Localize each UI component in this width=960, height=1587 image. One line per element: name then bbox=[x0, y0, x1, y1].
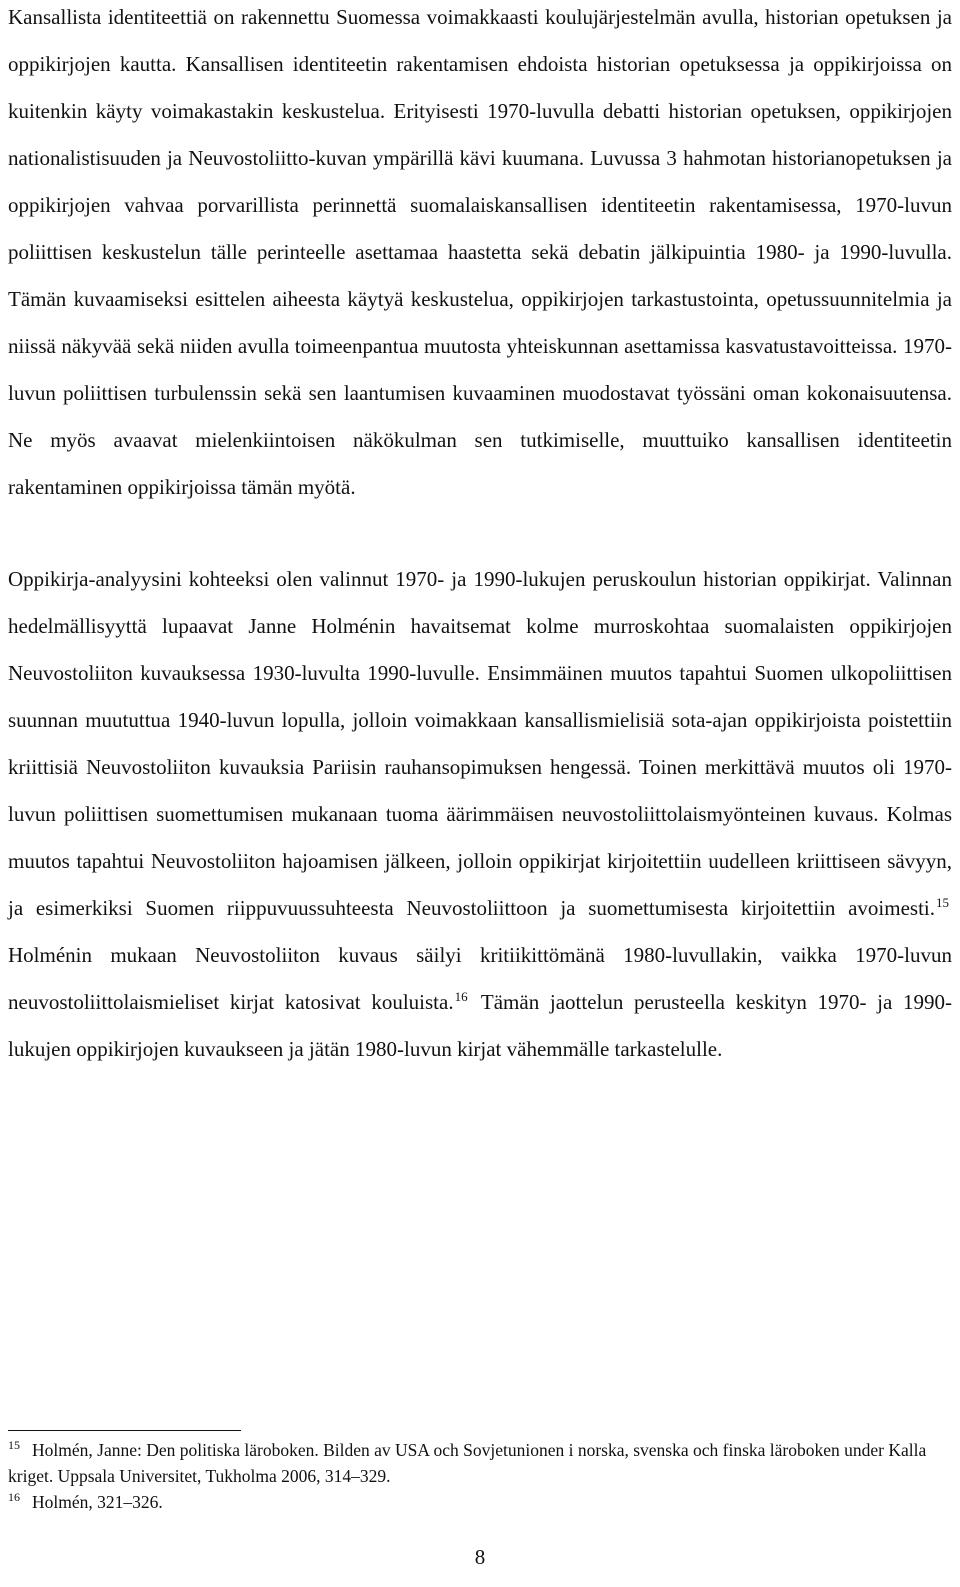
paragraph-text: Holménin mukaan Neuvostoliiton kuvaus säilyi kritiikittömänä 1980-luvullakin, vaikka 1970-luvun neuvostoliittolaismieliset kirjat katosivat kouluista. bbox=[8, 943, 952, 1014]
footnote-text: Holmén, 321–326. bbox=[32, 1492, 163, 1512]
body-paragraph bbox=[8, 556, 952, 1073]
footnote-reference[interactable]: 16 bbox=[454, 989, 468, 1004]
footnote: 15 Holmén, Janne: Den politiska läroboken. Bilden av USA och Sovjetunionen i norska, svenska och finska läroboken under Kalla kriget. Uppsala Universitet, Tukholma 2006, 314–329. bbox=[8, 1438, 927, 1486]
body-paragraph: Kansallista identiteettiä on rakennettu Suomessa voimakkaasti koulujärjestelmän avulla, historian opetuksen ja oppikirjojen kautta. Kansallisen identiteetin rakentamisen ehdoista historian opetuksessa ja oppikirjoissa on kuitenkin käyty voimakastakin keskustelua. Erityisesti 1970-luvulla debatti historian opetuksen, oppikirjojen nationalistisuuden ja Neuvostoliitto-kuvan ympärillä kävi kuumana. Luvussa 3 hahmotan historianopetuksen ja oppikirjojen vahvaa porvarillista perinnettä suomalaiskansallisen identiteetin rakentamisessa, 1970-luvun poliittisen keskustelun tälle perinteelle asettamaa haastetta sekä debatin jälkipuintia 1980- ja 1990-luvulla. Tämän kuvaamiseksi esittelen aiheesta käytyä keskustelua, oppikirjojen tarkastustointa, opetussuunnitelmia ja niissä näkyvää sekä niiden avulla toimeenpantua muutosta yhteiskunnan asettamissa kasvatustavoitteissa. 1970-luvun poliittisen turbulenssin sekä sen laantumisen kuvaaminen muodostavat työssäni oman kokonaisuutensa. Ne myös avaavat mielenkiintoisen näkökulman sen tutkimiselle, muuttuiko kansallisen identiteetin rakentaminen oppikirjoissa tämän myötä. bbox=[8, 5, 952, 499]
footnotes bbox=[8, 1437, 928, 1515]
footnote: 16 Holmén, 321–326. bbox=[8, 1490, 163, 1512]
page-body bbox=[8, 0, 952, 1073]
footnote-divider bbox=[8, 1430, 241, 1431]
paragraph-text: Tämän jaottelun perusteella keskityn 1970- ja 1990-lukujen oppikirjojen kuvaukseen ja jätän 1980-luvun kirjat vähemmälle tarkastelulle. bbox=[8, 990, 953, 1061]
footnote-text: Holmén, Janne: Den politiska läroboken. Bilden av USA och Sovjetunionen i norska, svenska och finska läroboken under Kalla kriget. Uppsala Universitet, Tukholma 2006, 314–329. bbox=[8, 1440, 927, 1486]
paragraph-text: Oppikirja-analyysini kohteeksi olen valinnut 1970- ja 1990-lukujen peruskoulun historian oppikirjat. Valinnan hedelmällisyyttä lupaavat Janne Holménin havaitsemat kolme murroskohtaa suomalaisten oppikirjojen Neuvostoliiton kuvauksessa 1930-luvulta 1990-luvulle. Ensimmäinen muutos tapahtui Suomen ulkopoliittisen suunnan muututtua 1940-luvun lopulla, jolloin voimakkaan kansallismielisiä sota-ajan oppikirjoista poistettiin kriittisiä Neuvostoliiton kuvauksia Pariisin rauhansopimuksen hengessä. Toinen merkittävä muutos oli 1970-luvun poliittisen suomettumisen mukanaan tuoma äärimmäisen neuvostoliittolaismyönteinen kuvaus. Kolmas muutos tapahtui Neuvostoliiton hajoamisen jälkeen, jolloin oppikirjat kirjoitettiin uudelleen kriittiseen sävyyn, ja esimerkiksi Suomen riippuvuussuhteesta Neuvostoliittoon ja suomettumisesta kirjoitettiin avoimesti. bbox=[8, 567, 952, 920]
page-number: 8 bbox=[474, 1545, 486, 1569]
footnote-reference[interactable]: 15 bbox=[936, 895, 949, 910]
